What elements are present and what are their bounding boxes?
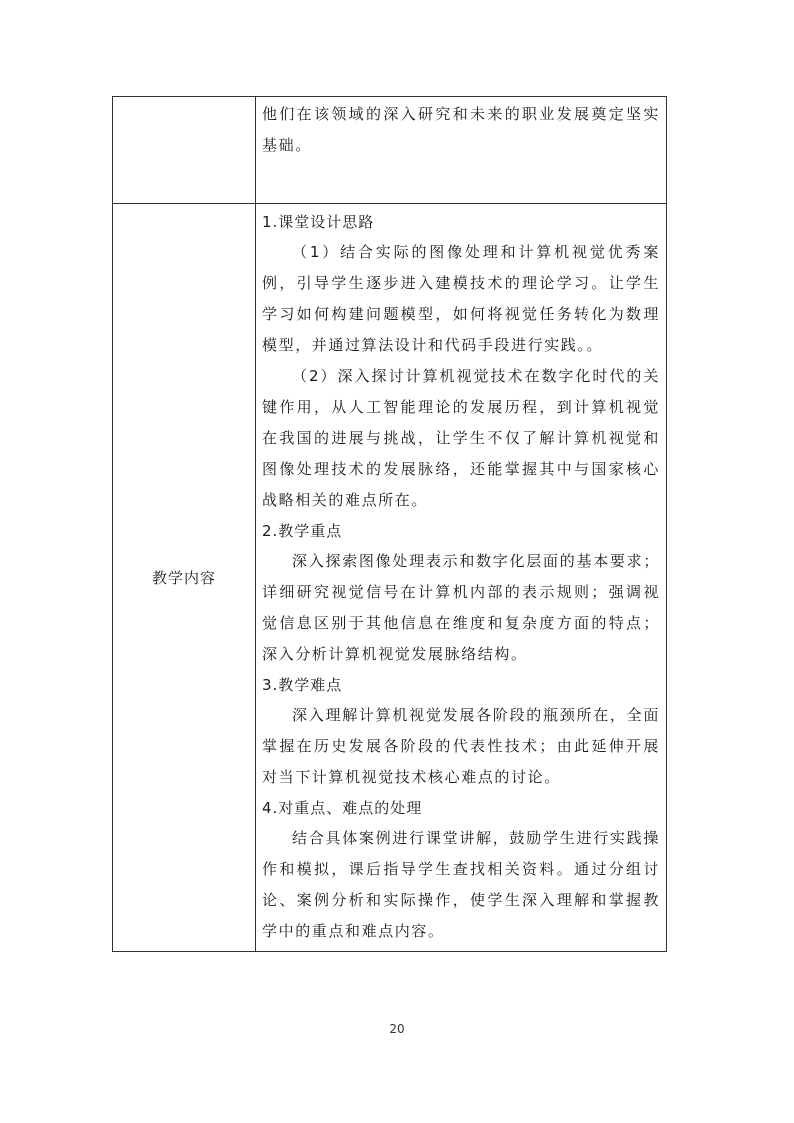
section-paragraph: 深入探索图像处理表示和数字化层面的基本要求；详细研究视觉信号在计算机内部的表示规则；强调视觉信息区别于其他信息在维度和复杂度方面的特点；深入分析计算机视觉发展脉络结构。	[262, 552, 660, 663]
section-paragraph: （2）深入探讨计算机视觉技术在数字化时代的关键作用，从人工智能理论的发展历程，到计算机视觉在我国的进展与挑战，让学生不仅了解计算机视觉和图像处理技术的发展脉络，还能掌握其中与国家核心战略相关的难点所在。	[262, 367, 660, 509]
section-heading-key-points: 2.教学重点	[262, 522, 343, 540]
row-label-cell-empty	[113, 97, 256, 204]
table-row-teaching-content	[113, 204, 667, 952]
section-heading-handling: 4.对重点、难点的处理	[262, 799, 423, 817]
section-heading-difficulties: 3.教学难点	[262, 676, 343, 694]
section-heading-design: 1.课堂设计思路	[262, 213, 375, 231]
row-content-cell	[256, 204, 667, 952]
row-label-teaching-content: 教学内容	[113, 204, 256, 952]
page-number: 20	[389, 1022, 405, 1036]
section-paragraph: （1）结合实际的图像处理和计算机视觉优秀案例，引导学生逐步进入建模技术的理论学习。让学生学习如何构建问题模型，如何将视觉任务转化为数理模型，并通过算法设计和代码手段进行实践。。	[262, 243, 660, 354]
table-row-continuation	[113, 97, 667, 204]
row-content-cell	[256, 97, 667, 204]
section-paragraph: 结合具体案例进行课堂讲解，鼓励学生进行实践操作和模拟，课后指导学生查找相关资料。通过分组讨论、案例分析和实际操作，使学生深入理解和掌握教学中的重点和难点内容。	[262, 829, 660, 940]
continuation-paragraph: 他们在该领域的深入研究和未来的职业发展奠定坚实基础。	[262, 105, 660, 154]
syllabus-table	[112, 96, 667, 952]
section-paragraph: 深入理解计算机视觉发展各阶段的瓶颈所在，全面掌握在历史发展各阶段的代表性技术；由此延伸开展对当下计算机视觉技术核心难点的讨论。	[262, 706, 660, 786]
